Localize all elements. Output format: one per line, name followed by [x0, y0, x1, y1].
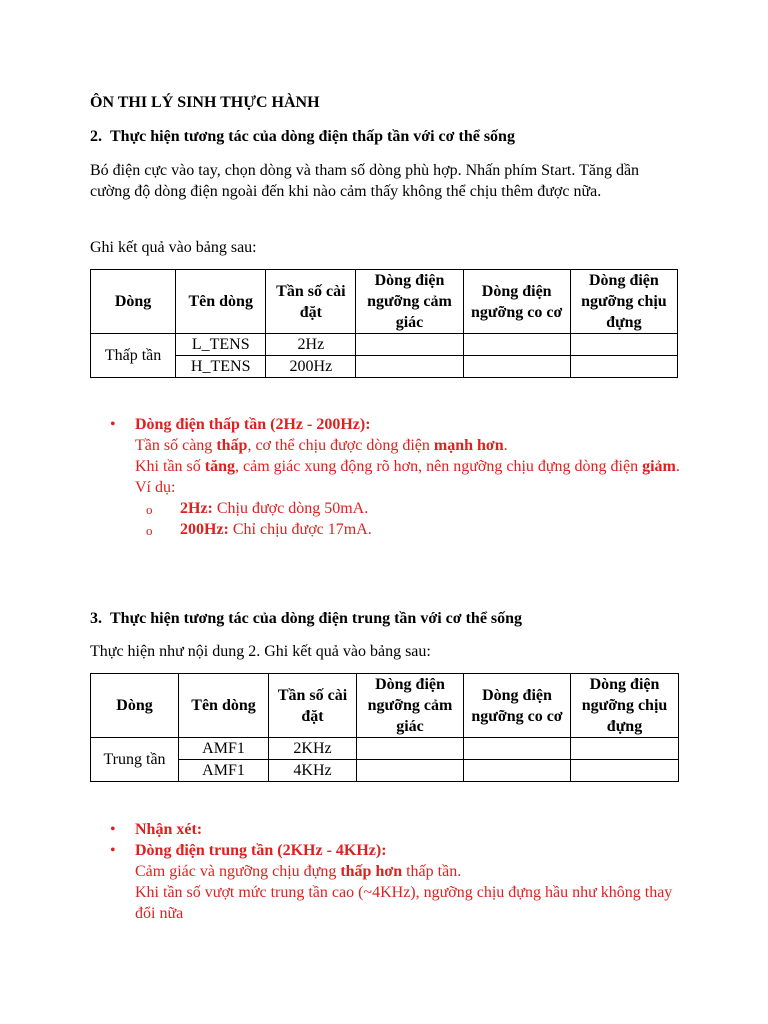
list-item: [90, 840, 680, 924]
frequency-cell: 2Hz: [266, 334, 356, 356]
frequency-cell: 2KHz: [269, 738, 357, 760]
list-item: [90, 414, 680, 540]
table-row: [91, 760, 679, 782]
group-cell: Trung tần: [91, 738, 179, 782]
contraction-threshold-cell[interactable]: [463, 356, 570, 378]
section-2-title: Thực hiện tương tác của dòng điện thấp tần với cơ thể sống: [110, 128, 515, 145]
sensation-threshold-cell[interactable]: [357, 738, 464, 760]
note-text: Tần số càng: [135, 437, 217, 454]
note-emphasis: mạnh hơn: [433, 437, 504, 454]
table-header-row: [91, 674, 679, 738]
note-heading: Dòng điện trung tần (2KHz - 4KHz):: [135, 842, 387, 859]
table-header-row: [91, 270, 678, 334]
header-cell: Tên dòng: [179, 674, 269, 738]
header-cell: Tần số cài đặt: [269, 674, 357, 738]
tolerance-threshold-cell[interactable]: [571, 738, 679, 760]
note-text: Khi tần số vượt mức trung tần cao (~4KHz), ngưỡng chịu đựng hầu như không thay đổi nữa: [135, 884, 673, 922]
current-name-cell: L_TENS: [176, 334, 266, 356]
note-emphasis: 2Hz:: [180, 500, 213, 517]
section-3-instructions: Thực hiện như nội dung 2. Ghi kết quả vào bảng sau:: [90, 643, 431, 660]
note-text: Ví dụ:: [135, 479, 176, 496]
tolerance-threshold-cell[interactable]: [570, 356, 677, 378]
circle-bullet-icon: o: [146, 523, 153, 538]
frequency-cell: 4KHz: [269, 760, 357, 782]
low-frequency-notes: [90, 414, 680, 540]
note-text: Chịu được dòng 50mA.: [212, 500, 369, 517]
list-item: [90, 819, 680, 840]
group-cell: Thấp tần: [91, 334, 176, 378]
note-emphasis: thấp: [216, 437, 248, 454]
header-cell: Dòng điện ngưỡng chịu đựng: [571, 674, 679, 738]
note-text: .: [503, 437, 508, 454]
sensation-threshold-cell[interactable]: [356, 356, 463, 378]
note-emphasis: thấp hơn: [340, 863, 403, 880]
note-emphasis: giảm: [642, 458, 676, 475]
example-list: [135, 498, 680, 540]
note-text: .: [675, 458, 680, 475]
note-heading: Nhận xét:: [135, 821, 203, 838]
section-2-number: 2.: [90, 128, 102, 145]
table-row: [91, 334, 678, 356]
mid-frequency-notes: [90, 819, 680, 924]
document-title: ÔN THI LÝ SINH THỰC HÀNH: [90, 94, 320, 111]
header-cell: Dòng: [91, 674, 179, 738]
header-cell: Tên dòng: [176, 270, 266, 334]
header-cell: Dòng điện ngưỡng chịu đựng: [570, 270, 677, 334]
frequency-cell: 200Hz: [266, 356, 356, 378]
note-emphasis: tăng: [204, 458, 236, 475]
note-text: Cảm giác và ngưỡng chịu đựng: [135, 863, 341, 880]
note-text: thấp tần.: [402, 863, 462, 880]
note-text: Chỉ chịu được 17mA.: [228, 521, 372, 538]
contraction-threshold-cell[interactable]: [464, 738, 571, 760]
circle-bullet-icon: o: [146, 502, 153, 517]
current-name-cell: H_TENS: [176, 356, 266, 378]
mid-frequency-table: [90, 673, 679, 782]
sensation-threshold-cell[interactable]: [356, 334, 463, 356]
section-3-heading: [90, 608, 522, 629]
current-name-cell: AMF1: [179, 738, 269, 760]
header-cell: Dòng: [91, 270, 176, 334]
header-cell: Tần số cài đặt: [266, 270, 356, 334]
header-cell: Dòng điện ngưỡng co cơ: [464, 674, 571, 738]
section-2-instructions: Bó điện cực vào tay, chọn dòng và tham số dòng phù hợp. Nhấn phím Start. Tăng dần cường độ dòng điện ngoài đến khi nào cảm thấy không thể chịu thêm được nữa.: [90, 162, 640, 200]
list-item: [135, 519, 680, 540]
table-row: [91, 738, 679, 760]
note-heading: Dòng điện thấp tần (2Hz - 200Hz):: [135, 416, 371, 433]
header-cell: Dòng điện ngưỡng cảm giác: [356, 270, 463, 334]
section-2-heading: [90, 126, 515, 147]
note-text: Khi tần số: [135, 458, 205, 475]
section-2-table-intro: Ghi kết quả vào bảng sau:: [90, 239, 257, 256]
list-item: [135, 498, 680, 519]
contraction-threshold-cell[interactable]: [463, 334, 570, 356]
current-name-cell: AMF1: [179, 760, 269, 782]
header-cell: Dòng điện ngưỡng co cơ: [463, 270, 570, 334]
tolerance-threshold-cell[interactable]: [571, 760, 679, 782]
tolerance-threshold-cell[interactable]: [570, 334, 677, 356]
low-frequency-table: [90, 269, 678, 378]
note-emphasis: 200Hz:: [180, 521, 229, 538]
contraction-threshold-cell[interactable]: [464, 760, 571, 782]
sensation-threshold-cell[interactable]: [357, 760, 464, 782]
section-3-number: 3.: [90, 610, 102, 627]
table-row: [91, 356, 678, 378]
note-text: , cảm giác xung động rõ hơn, nên ngưỡng chịu đựng dòng điện: [235, 458, 643, 475]
note-text: , cơ thể chịu được dòng điện: [247, 437, 434, 454]
section-3-title: Thực hiện tương tác của dòng điện trung tần với cơ thể sống: [110, 610, 523, 627]
header-cell: Dòng điện ngưỡng cảm giác: [357, 674, 464, 738]
